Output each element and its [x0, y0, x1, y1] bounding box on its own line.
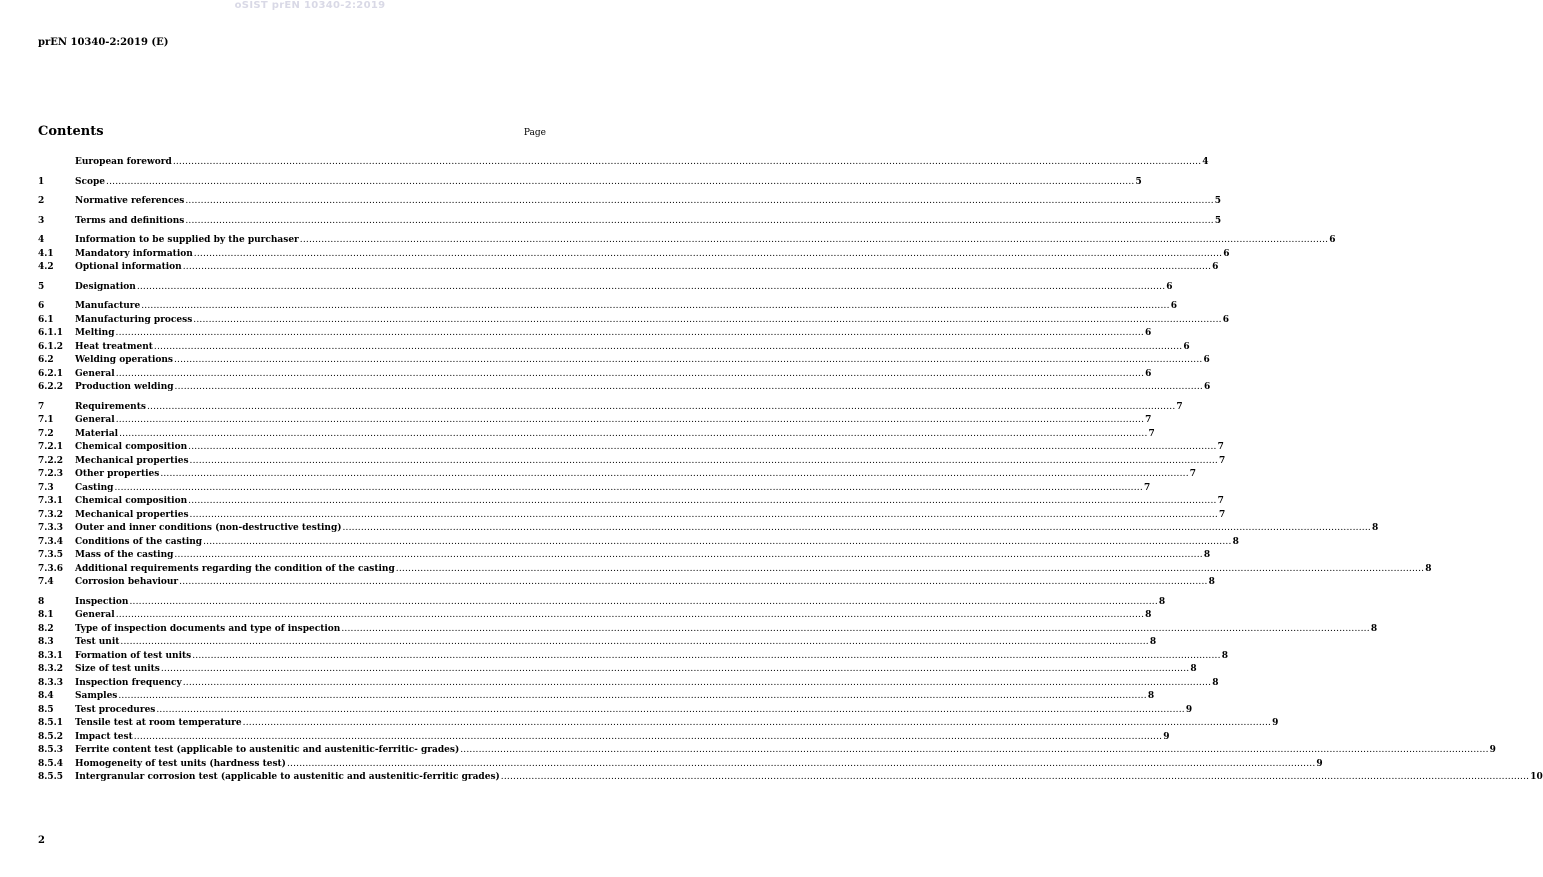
- toc-entry-title: Casting: [75, 482, 114, 493]
- toc-entry-page: 7: [1148, 428, 1155, 439]
- dot-leader: [193, 314, 1221, 328]
- toc-entry[interactable]: [38, 215, 1222, 229]
- dot-leader: [118, 690, 1146, 704]
- toc-entry-page: 6: [1329, 235, 1336, 245]
- dot-leader: [174, 549, 1202, 563]
- toc-entry-number: 8.5.5: [38, 772, 64, 782]
- toc-entry-page: 7: [1219, 455, 1226, 466]
- toc-group: [38, 176, 1142, 190]
- toc-entry-page: 10: [1530, 772, 1543, 782]
- toc-entry-number: 7.3.2: [38, 509, 64, 520]
- toc-entry-title: Designation: [75, 281, 136, 292]
- toc-entry[interactable]: [38, 248, 1230, 262]
- dot-leader: [147, 401, 1175, 415]
- toc-entry-number: 8.5.2: [38, 731, 64, 742]
- page-column-label: Page: [523, 128, 546, 138]
- toc-entry-number: 6: [38, 301, 45, 311]
- toc-entry-number: 8.5.3: [38, 745, 64, 755]
- toc-entry-number: 6.2.2: [38, 382, 64, 392]
- toc-entry-number: 8.3.2: [38, 664, 64, 674]
- toc-entry-title: Heat treatment: [75, 341, 153, 352]
- dot-leader: [179, 576, 1207, 590]
- toc-entry[interactable]: [38, 549, 1211, 563]
- toc-entry[interactable]: [38, 156, 1209, 170]
- toc-entry-number: 7: [38, 401, 45, 412]
- toc-entry-title: Melting: [75, 328, 115, 338]
- toc-entry-page: 8: [1149, 637, 1157, 647]
- toc-entry-number: 8.5.4: [38, 758, 64, 769]
- toc-entry-number: 8.3.1: [38, 650, 64, 661]
- toc-entry-title: Formation of test units: [75, 650, 192, 661]
- toc-entry-number: 7.3.4: [38, 536, 64, 547]
- dot-leader: [190, 509, 1218, 523]
- toc-entry-title: Normative references: [75, 196, 185, 206]
- dot-leader: [185, 195, 1213, 209]
- toc-entry-title: Inspection: [75, 596, 129, 607]
- toc-entry-page: 8: [1221, 650, 1228, 661]
- toc-entry-number: 8.4: [38, 691, 54, 701]
- toc-entry-page: 9: [1316, 758, 1323, 769]
- toc-entry-title: Size of test units: [75, 664, 160, 674]
- toc-entry-number: 8.3: [38, 637, 54, 647]
- toc-entry-page: 8: [1371, 523, 1379, 533]
- toc-entry[interactable]: [38, 354, 1210, 368]
- toc-entry[interactable]: [38, 327, 1152, 341]
- toc-entry[interactable]: [38, 455, 1226, 469]
- toc-entry-title: Mandatory information: [75, 248, 193, 259]
- dot-leader: [501, 771, 1529, 785]
- dot-leader: [160, 468, 1188, 482]
- toc-entry-title: Tensile test at room temperature: [75, 718, 242, 728]
- toc-entry-page: 8: [1232, 536, 1239, 547]
- toc-entry[interactable]: [38, 677, 1219, 691]
- toc-entry-title: Inspection frequency: [75, 677, 182, 688]
- toc-group: [38, 234, 1336, 275]
- toc-entry-page: 6: [1145, 368, 1152, 379]
- toc-entry[interactable]: [38, 441, 1224, 455]
- toc-entry-number: 4.1: [38, 248, 54, 259]
- toc-entry-number: 6.1.1: [38, 328, 64, 338]
- toc-entry-title: General: [75, 368, 115, 379]
- toc-entry[interactable]: [38, 368, 1152, 382]
- toc-entry[interactable]: [38, 509, 1226, 523]
- toc-entry-page: 9: [1163, 731, 1170, 742]
- toc-entry[interactable]: [38, 771, 1543, 785]
- dot-leader: [174, 354, 1202, 368]
- toc-entry-number: 8.3.3: [38, 677, 64, 688]
- dot-leader: [116, 368, 1144, 382]
- toc-entry-title: General: [75, 610, 115, 620]
- toc-entry[interactable]: [38, 468, 1197, 482]
- toc-entry-number: 8.1: [38, 610, 54, 620]
- toc-entry-page: 8: [1145, 610, 1152, 620]
- toc-entry-title: Manufacture: [75, 301, 141, 311]
- toc-entry-page: 5: [1214, 215, 1222, 226]
- dot-leader: [120, 636, 1148, 650]
- toc-entry-number: 2: [38, 196, 45, 206]
- document-id: prEN 10340-2:2019 (E): [38, 37, 169, 48]
- dot-leader: [300, 234, 1328, 248]
- toc-entry-number: 3: [38, 215, 45, 226]
- toc-entry-number: 5: [38, 281, 45, 292]
- watermark: oSIST prEN 10340-2:2019: [234, 0, 386, 11]
- dot-leader: [154, 341, 1182, 355]
- toc-entry-number: 6.2: [38, 355, 54, 365]
- toc-entry-number: 6.2.1: [38, 368, 64, 379]
- dot-leader: [114, 482, 1142, 496]
- dot-leader: [116, 414, 1144, 428]
- dot-leader: [119, 428, 1147, 442]
- toc-entry-page: 6: [1166, 281, 1173, 292]
- toc-entry-page: 7: [1176, 401, 1183, 412]
- toc-entry-number: 7.3.6: [38, 563, 64, 574]
- page-number: 2: [38, 835, 45, 846]
- toc-entry-title: Material: [75, 428, 119, 439]
- toc-entry[interactable]: [38, 663, 1197, 677]
- toc-group: [38, 300, 1229, 395]
- toc-entry-page: 8: [1203, 550, 1211, 560]
- toc-entry-page: 6: [1203, 382, 1211, 392]
- toc-entry-title: Requirements: [75, 401, 146, 412]
- toc-entry-title: Test unit: [75, 637, 120, 647]
- dot-leader: [183, 677, 1211, 691]
- toc-entry-page: 6: [1212, 262, 1219, 272]
- toc-entry-page: 6: [1203, 355, 1210, 365]
- toc-entry[interactable]: [38, 341, 1190, 355]
- dot-leader: [190, 455, 1218, 469]
- toc-entry[interactable]: [38, 261, 1219, 275]
- dot-leader: [134, 731, 1162, 745]
- toc-entry-title: Information to be supplied by the purchaser: [75, 235, 299, 245]
- toc-entry-title: Conditions of the casting: [75, 536, 203, 547]
- toc-entry-title: Mechanical properties: [75, 455, 189, 466]
- toc-entry-page: 9: [1185, 704, 1193, 715]
- toc-entry[interactable]: [38, 281, 1173, 295]
- toc-entry-title: General: [75, 415, 115, 425]
- toc-entry[interactable]: [38, 428, 1155, 442]
- table-of-contents: [38, 156, 1543, 791]
- toc-group: [38, 156, 1209, 170]
- toc-entry-page: 8: [1158, 596, 1166, 607]
- toc-entry-page: 8: [1212, 677, 1219, 688]
- toc-entry-title: Terms and definitions: [75, 215, 185, 226]
- toc-entry-number: 8.5: [38, 704, 54, 715]
- toc-entry-number: 6.1: [38, 314, 54, 325]
- toc-entry-number: 7.2: [38, 428, 54, 439]
- dot-leader: [194, 248, 1222, 262]
- dot-leader: [188, 495, 1216, 509]
- toc-entry-page: 7: [1143, 482, 1151, 493]
- dot-leader: [183, 261, 1211, 275]
- toc-entry-title: Manufacturing process: [75, 314, 193, 325]
- toc-entry-title: Scope: [75, 176, 106, 187]
- toc-entry-title: Chemical composition: [75, 442, 188, 452]
- dot-leader: [341, 623, 1369, 637]
- toc-entry[interactable]: [38, 176, 1142, 190]
- toc-entry-number: 4.2: [38, 262, 54, 272]
- toc-entry-title: Homogeneity of test units (hardness test): [75, 758, 286, 769]
- dot-leader: [185, 215, 1213, 229]
- toc-entry[interactable]: [38, 744, 1496, 758]
- toc-entry[interactable]: [38, 704, 1193, 718]
- toc-entry-page: 6: [1222, 314, 1229, 325]
- toc-entry-page: 5: [1135, 176, 1142, 187]
- toc-entry-page: 6: [1144, 328, 1152, 338]
- toc-entry-page: 9: [1272, 718, 1279, 728]
- toc-entry-page: 8: [1370, 623, 1378, 634]
- page-title: Contents: [38, 124, 104, 139]
- toc-entry-page: 7: [1219, 509, 1226, 520]
- dot-leader: [161, 663, 1189, 677]
- toc-entry[interactable]: [38, 414, 1152, 428]
- toc-entry-page: 6: [1183, 341, 1190, 352]
- toc-entry-title: Optional information: [75, 262, 182, 272]
- toc-entry-page: 8: [1190, 664, 1197, 674]
- dot-leader: [460, 744, 1488, 758]
- toc-entry-page: 7: [1145, 415, 1152, 425]
- dot-leader: [287, 758, 1315, 772]
- toc-entry-number: 7.3.1: [38, 496, 64, 506]
- toc-entry[interactable]: [38, 195, 1222, 209]
- toc-group: [38, 215, 1222, 229]
- dot-leader: [203, 536, 1231, 550]
- toc-entry[interactable]: [38, 482, 1151, 496]
- toc-group: [38, 281, 1173, 295]
- toc-entry-title: European foreword: [75, 157, 172, 167]
- toc-entry-number: 8.2: [38, 623, 54, 634]
- dot-leader: [116, 327, 1144, 341]
- toc-entry-number: 7.2.2: [38, 455, 64, 466]
- toc-entry-title: Test procedures: [75, 704, 156, 715]
- toc-entry[interactable]: [38, 717, 1279, 731]
- toc-entry-title: Mechanical properties: [75, 509, 189, 520]
- toc-entry[interactable]: [38, 522, 1379, 536]
- toc-entry-title: Additional requirements regarding the condition of the casting: [75, 563, 395, 574]
- toc-entry-number: 7.2.1: [38, 442, 64, 452]
- toc-entry[interactable]: [38, 234, 1336, 248]
- toc-entry-number: 4: [38, 235, 45, 245]
- toc-entry[interactable]: [38, 609, 1152, 623]
- toc-entry-title: Chemical composition: [75, 496, 188, 506]
- toc-entry-page: 7: [1189, 469, 1197, 479]
- toc-entry[interactable]: [38, 596, 1166, 610]
- toc-entry-title: Outer and inner conditions (non-destructive testing): [75, 523, 342, 533]
- toc-entry[interactable]: [38, 495, 1224, 509]
- toc-entry[interactable]: [38, 690, 1155, 704]
- toc-entry[interactable]: [38, 536, 1239, 550]
- toc-entry-title: Welding operations: [75, 355, 173, 365]
- dot-leader: [156, 704, 1184, 718]
- toc-group: [38, 596, 1543, 785]
- toc-entry[interactable]: [38, 650, 1228, 664]
- toc-entry[interactable]: [38, 401, 1183, 415]
- dot-leader: [116, 609, 1144, 623]
- toc-entry-page: 4: [1202, 157, 1209, 167]
- dot-leader: [192, 650, 1220, 664]
- toc-entry-number: 7.1: [38, 415, 54, 425]
- toc-entry-number: 7.3.3: [38, 523, 64, 533]
- toc-entry-number: 7.4: [38, 577, 54, 587]
- dot-leader: [173, 156, 1201, 170]
- toc-entry-title: Ferrite content test (applicable to austenitic and austenitic-ferritic- grades): [75, 745, 460, 755]
- toc-entry-page: 6: [1170, 301, 1177, 311]
- dot-leader: [129, 596, 1157, 610]
- toc-entry[interactable]: [38, 576, 1215, 590]
- toc-entry-number: 1: [38, 176, 45, 187]
- toc-entry-number: 8: [38, 596, 45, 607]
- toc-entry-title: Impact test: [75, 731, 133, 742]
- dot-leader: [137, 281, 1165, 295]
- toc-entry-page: 8: [1425, 563, 1432, 574]
- toc-entry-title: Type of inspection documents and type of inspection: [75, 623, 341, 634]
- toc-entry-number: 7.2.3: [38, 469, 64, 479]
- toc-entry-title: Intergranular corrosion test (applicable to austenitic and austenitic-ferritic grades): [75, 772, 500, 782]
- toc-entry-page: 7: [1217, 496, 1224, 506]
- toc-entry-title: Corrosion behaviour: [75, 577, 179, 587]
- toc-entry[interactable]: [38, 563, 1432, 577]
- toc-entry[interactable]: [38, 314, 1229, 328]
- toc-group: [38, 195, 1222, 209]
- toc-entry-number: 7.3.5: [38, 550, 64, 560]
- dot-leader: [343, 522, 1371, 536]
- dot-leader: [106, 176, 1134, 190]
- toc-entry-page: 9: [1489, 745, 1496, 755]
- toc-entry-title: Production welding: [75, 382, 174, 392]
- toc-entry-title: Other properties: [75, 469, 160, 479]
- toc-entry[interactable]: [38, 623, 1378, 637]
- toc-entry-number: 7.3: [38, 482, 54, 493]
- toc-entry-page: 7: [1217, 442, 1224, 452]
- dot-leader: [188, 441, 1216, 455]
- dot-leader: [396, 563, 1424, 577]
- toc-entry-page: 6: [1223, 248, 1230, 259]
- toc-entry-page: 5: [1214, 196, 1222, 206]
- toc-entry-number: 6.1.2: [38, 341, 64, 352]
- toc-entry-title: Samples: [75, 691, 118, 701]
- toc-entry[interactable]: [38, 300, 1177, 314]
- dot-leader: [243, 717, 1271, 731]
- toc-entry-page: 8: [1147, 691, 1155, 701]
- toc-group: [38, 401, 1432, 590]
- toc-entry-page: 8: [1208, 577, 1215, 587]
- dot-leader: [141, 300, 1169, 314]
- toc-entry-number: 8.5.1: [38, 718, 64, 728]
- dot-leader: [175, 381, 1203, 395]
- toc-entry[interactable]: [38, 731, 1170, 745]
- toc-entry[interactable]: [38, 636, 1157, 650]
- toc-entry-title: Mass of the casting: [75, 550, 174, 560]
- toc-entry[interactable]: [38, 381, 1211, 395]
- toc-entry[interactable]: [38, 758, 1323, 772]
